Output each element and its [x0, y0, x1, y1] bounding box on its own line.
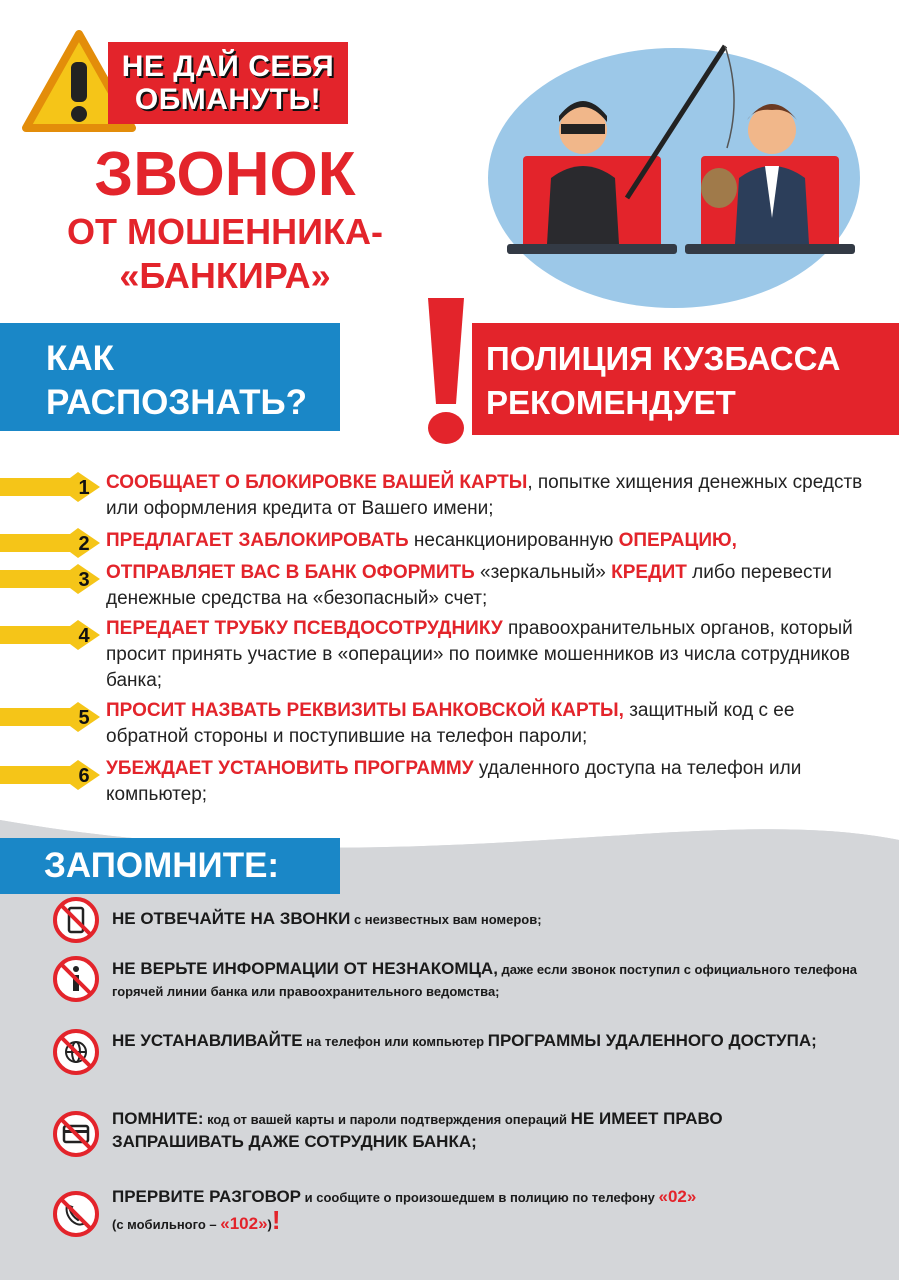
remember-rest: на телефон или компьютер [302, 1034, 488, 1049]
warning-banner [108, 42, 348, 124]
remember-item-1 [112, 908, 859, 931]
remember-bold: ПОМНИТЕ: [112, 1109, 204, 1128]
no-remote-access-icon [52, 1028, 100, 1076]
remember-bold: ПРЕРВИТЕ РАЗГОВОР [112, 1187, 302, 1206]
number-arrow [0, 760, 100, 790]
remember-bold: НЕ ВЕРЬТЕ ИНФОРМАЦИИ ОТ НЕЗНАКОМЦА, [112, 959, 498, 978]
sign-bold: ПРОСИТ НАЗВАТЬ РЕКВИЗИТЫ БАНКОВСКОЙ КАРТЫ, [106, 700, 624, 721]
remember-rest: с неизвестных вам номеров; [350, 912, 542, 927]
sign-number: 5 [78, 707, 90, 729]
sign-number: 4 [78, 625, 90, 647]
sign-number: 2 [78, 533, 90, 555]
subtitle-line-1: ОТ МОШЕННИКА- [66, 211, 383, 252]
sign-rest: защитный код с ее обратной стороны и поступившие на телефон пароли; [106, 700, 795, 747]
number-arrow [0, 472, 100, 502]
sign-text [106, 470, 863, 522]
scammer-illustration [487, 38, 861, 308]
sign-bold: УБЕЖДАЕТ УСТАНОВИТЬ ПРОГРАММУ [106, 758, 474, 779]
how-to-recognize-header [0, 323, 340, 431]
no-phone-icon [52, 896, 100, 944]
sign-bold-2: ОПЕРАЦИЮ, [618, 530, 737, 551]
number-arrow [0, 528, 100, 558]
page-title: ЗВОНОК [94, 140, 356, 209]
police-line-1: ПОЛИЦИЯ КУЗБАССА [486, 340, 841, 377]
remember-bold: НЕ ОТВЕЧАЙТЕ НА ЗВОНКИ [112, 909, 351, 928]
number-arrow [0, 620, 100, 650]
remember-rest-3: ) [267, 1217, 272, 1232]
police-number: «02» [658, 1187, 697, 1206]
sign-rest: несанкционированную [408, 530, 619, 551]
remember-header: ЗАПОМНИТЕ: [0, 838, 340, 894]
sign-number: 1 [78, 477, 90, 499]
police-recommends-header [472, 323, 899, 435]
exclamation-mark: ! [271, 1205, 281, 1235]
hang-up-icon [52, 1190, 100, 1238]
remember-rest: и сообщите о произошедшем в полицию по телефону [301, 1190, 659, 1205]
sign-text [106, 616, 863, 694]
number-arrow [0, 564, 100, 594]
police-line-2: РЕКОМЕНДУЕТ [486, 384, 736, 421]
sign-rest: удаленного доступа на телефон или компьютер; [106, 758, 802, 805]
remember-item-3 [112, 1030, 859, 1053]
remember-rest-2: (с мобильного – [112, 1217, 221, 1232]
sign-bold: ПЕРЕДАЕТ ТРУБКУ ПСЕВДОСОТРУДНИКУ [106, 618, 503, 639]
banner-line-2: ОБМАНУТЬ! [134, 83, 322, 116]
sign-number: 6 [78, 765, 90, 787]
sign-text [106, 756, 863, 808]
sign-text [106, 560, 863, 612]
banner-line-1: НЕ ДАЙ СЕБЯ [121, 50, 335, 83]
remember-bold-2: ПРОГРАММЫ УДАЛЕННОГО ДОСТУПА; [487, 1031, 817, 1050]
subtitle-line-2: «БАНКИРА» [119, 255, 331, 296]
remember-rest: даже если звонок поступил с официального телефона горячей линии банка или правоохранительного ведомства; [112, 962, 858, 999]
remember-rest: код от вашей карты и пароли подтверждения операций [203, 1112, 571, 1127]
exclamation-icon [418, 292, 474, 450]
sign-number: 3 [78, 569, 90, 591]
sign-bold: ОТПРАВЛЯЕТ ВАС В БАНК ОФОРМИТЬ [106, 562, 475, 583]
sign-rest-2: либо перевести денежные средства на «безопасный» счет; [106, 562, 832, 609]
sign-bold-2: КРЕДИТ [611, 562, 687, 583]
sign-rest: , попытке хищения денежных средств или оформления кредита от Вашего имени; [106, 472, 863, 519]
sign-text [106, 528, 863, 554]
sign-rest: правоохранительных органов, который просит принять участие в «операции» по поимке мошенников из числа сотрудников банка; [106, 618, 853, 691]
no-card-code-icon [52, 1110, 100, 1158]
how-line-2: РАСПОЗНАТЬ? [46, 383, 307, 422]
how-line-1: КАК [46, 339, 115, 378]
remember-item-5 [112, 1186, 859, 1236]
sign-rest: «зеркальный» [474, 562, 612, 583]
remember-bold: НЕ УСТАНАВЛИВАЙТЕ [112, 1031, 303, 1050]
no-info-icon [52, 955, 100, 1003]
remember-item-4 [112, 1108, 859, 1154]
sign-bold: СООБЩАЕТ О БЛОКИРОВКЕ ВАШЕЙ КАРТЫ [106, 472, 528, 493]
number-arrow [0, 702, 100, 732]
sign-bold: ПРЕДЛАГАЕТ ЗАБЛОКИРОВАТЬ [106, 530, 409, 551]
sign-text [106, 698, 863, 750]
remember-item-2 [112, 958, 859, 1003]
remember-bold-2: НЕ ИМЕЕТ ПРАВО ЗАПРАШИВАТЬ ДАЖЕ СОТРУДНИК БАНКА; [112, 1109, 723, 1151]
mobile-police-number: «102» [220, 1214, 268, 1233]
page-subtitle [20, 210, 430, 298]
